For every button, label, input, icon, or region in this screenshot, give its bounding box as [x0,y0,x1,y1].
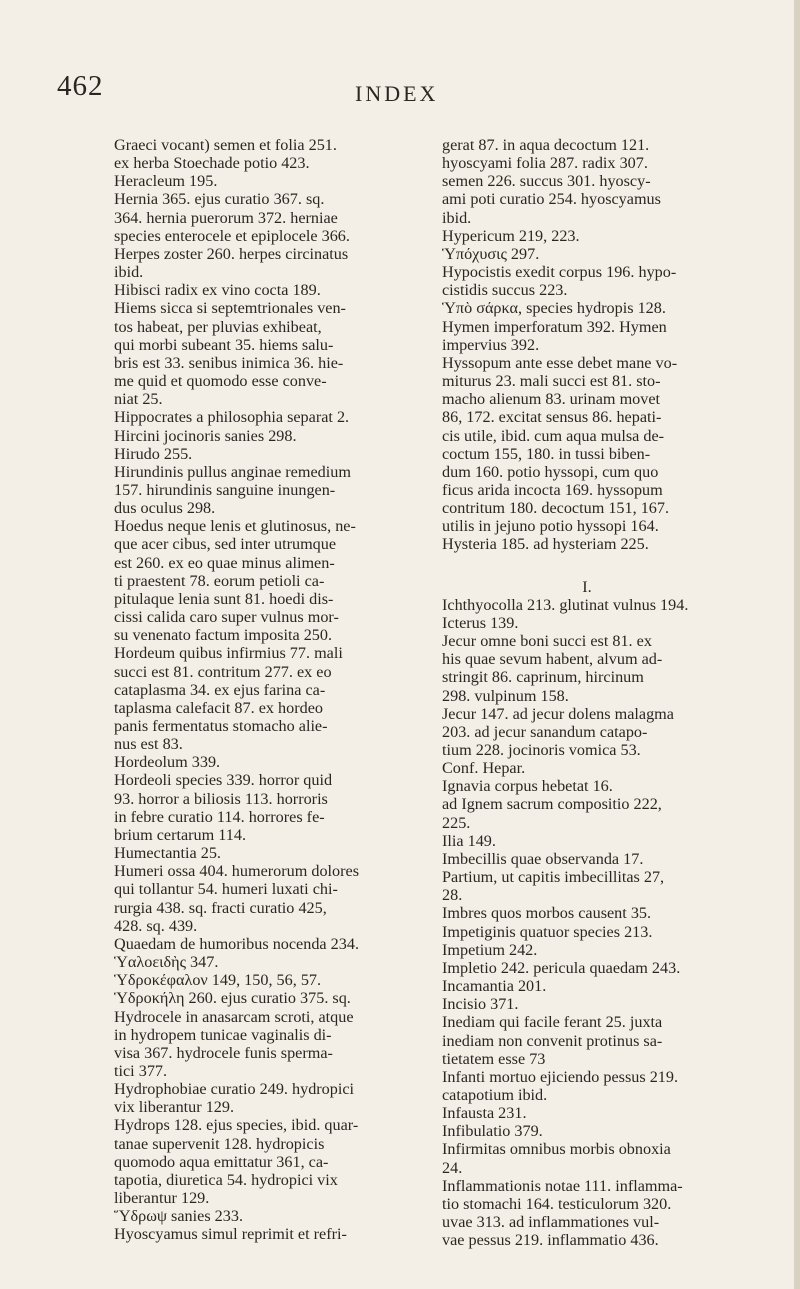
index-line: 93. horror a biliosis 113. horroris [114,789,328,808]
index-line: Hirundinis pullus anginae remedium [114,462,351,481]
index-line: 157. hirundinis sanguine inungen- [114,480,336,499]
index-line: tio stomachi 164. testiculorum 320. [442,1194,672,1213]
index-line: in febre curatio 114. horrores fe- [114,807,325,826]
index-line: Ignavia corpus hebetat 16. [442,777,613,796]
index-line: Impetiginis quatuor species 213. [442,922,653,941]
index-line: Graeci vocant) semen et folia 251. [114,136,337,154]
index-line: Jecur 147. ad jecur dolens malagma [442,704,674,723]
index-line: ficus arida incocta 169. hyssopum [442,480,663,499]
index-line: semen 226. succus 301. hyoscy- [442,172,651,191]
index-line: 86, 172. excitat sensus 86. hepati- [442,408,662,427]
index-line: Hysteria 185. ad hysteriam 225. [442,535,649,554]
index-line: Hydrophobiae curatio 249. hydropici [114,1080,355,1099]
index-line: macho alienum 83. urinam movet [442,390,661,409]
index-line: his quae sevum habent, alvum ad- [442,650,663,669]
index-line: Hirudo 255. [114,444,193,463]
index-line: Humeri ossa 404. humerorum dolores [114,862,360,881]
index-line: dus oculus 298. [114,499,216,518]
index-line: Hernia 365. ejus curatio 367. sq. [114,190,325,209]
index-line: Ὑαλοειδὴς 347. [114,953,219,972]
index-line: contritum 180. decoctum 151, 167. [442,499,670,518]
index-line: quomodo aqua emittatur 361, ca- [114,1152,329,1171]
index-line: tanae supervenit 128. hydropicis [114,1134,325,1153]
index-line: su venenato factum imposita 250. [114,626,333,645]
section-gap [442,554,732,578]
index-line: Hibisci radix ex vino cocta 189. [114,281,321,300]
index-line: Imbres quos morbos causent 35. [442,904,652,923]
index-line: Hordeum quibus infirmius 77. mali [114,644,343,663]
running-head: INDEX [355,81,439,106]
index-line: Hippocrates a philosophia separat 2. [114,408,350,427]
index-line: Ὑδροκέφαλον 149, 150, 56, 57. [114,971,322,990]
index-line: dum 160. potio hyssopi, cum quo [442,462,659,481]
index-line: miturus 23. mali succi est 81. sto- [442,372,661,391]
index-line: uvae 313. ad inflammationes vul- [442,1213,660,1232]
index-line: ibid. [442,208,472,227]
index-line: Heracleum 195. [114,172,218,191]
index-line: ibid. [114,263,144,282]
index-line: 203. ad jecur sanandum catapo- [442,722,648,741]
index-line: Hoedus neque lenis et glutinosus, ne- [114,517,356,536]
index-line: que acer cibus, sed inter utrumque [114,535,337,554]
index-line: Infanti mortuo ejiciendo pessus 219. [442,1067,679,1086]
index-line: Ὑπόχυσις 297. [442,244,540,263]
right-column [442,136,732,1249]
index-line: Infausta 231. [442,1104,527,1123]
index-line: 298. vulpinum 158. [442,686,569,705]
index-line: cis utile, ibid. cum aqua mulsa de- [442,426,665,445]
index-line: Quaedam de humoribus nocenda 234. [114,934,359,953]
index-line: tietatem esse 73 [442,1049,546,1068]
index-line: nus est 83. [114,735,183,754]
index-line: liberantur 129. [114,1189,210,1208]
right-column-bottom [442,596,732,1250]
index-line: inediam non convenit protinus sa- [442,1031,663,1050]
index-line: ad Ignem sacrum compositio 222, [442,795,662,814]
index-line: vae pessus 219. inflammatio 436. [442,1231,659,1250]
index-line: Impletio 242. pericula quaedam 243. [442,958,681,977]
index-line: Hordeolum 339. [114,753,221,772]
index-line: tium 228. jocinoris vomica 53. [442,741,641,759]
index-line: bris est 33. senibus inimica 36. hie- [114,353,344,372]
index-line: Inflammationis notae 111. inflamma- [442,1176,683,1195]
index-line: stringit 86. caprinum, hircinum [442,668,644,687]
section-letter: I. [582,577,592,596]
index-line: est 260. ex eo quae minus alimen- [114,553,335,572]
index-line: Ilia 149. [442,831,496,850]
index-line: Infibulatio 379. [442,1122,543,1141]
index-line: rurgia 438. sq. fracti curatio 425, [114,898,327,917]
left-column [114,136,394,1244]
page-number: 462 [57,70,104,102]
index-line: panis fermentatus stomacho alie- [114,717,328,735]
index-line: Ὑπὸ σάρκα, species hydropis 128. [442,299,666,318]
index-line: Humectantia 25. [114,844,221,863]
index-line: tapotia, diuretica 54. hydropici vix [114,1170,338,1189]
index-line: tici 377. [114,1061,168,1080]
index-line: succi est 81. contritum 277. ex eo [114,662,332,681]
index-line: Impetium 242. [442,940,538,959]
index-line: Ὑδροκήλη 260. ejus curatio 375. sq. [114,989,351,1008]
index-line: Incamantia 201. [442,977,547,996]
index-line: qui tollantur 54. humeri luxati chi- [114,880,338,899]
index-line: Hydrocele in anasarcam scroti, atque [114,1007,354,1026]
index-line: in hydropem tunicae vaginalis di- [114,1025,332,1044]
index-line: qui morbi subeant 35. hiems salu- [114,335,334,354]
index-line: impervius 392. [442,335,540,354]
index-line: Hordeoli species 339. horror quid [114,771,333,790]
index-line: Ὕδρωψ sanies 233. [114,1207,243,1226]
index-line: Jecur omne boni succi est 81. ex [442,632,652,651]
index-line: Ichthyocolla 213. glutinat vulnus 194. [442,595,689,614]
index-line: me quid et quomodo esse conve- [114,372,327,391]
index-line: 24. [442,1158,463,1177]
index-line: hyoscyami folia 287. radix 307. [442,154,648,173]
index-line: ti praestent 78. eorum petioli ca- [114,571,325,590]
index-line: cataplasma 34. ex ejus farina ca- [114,680,326,699]
index-line: Hydrops 128. ejus species, ibid. quar- [114,1116,359,1135]
index-line: Hyssopum ante esse debet mane vo- [442,353,678,372]
index-line: vix liberantur 129. [114,1098,235,1117]
index-line: Conf. Hepar. [442,759,526,778]
index-line: utilis in jejuno potio hyssopi 164. [442,517,659,536]
index-line: Inediam qui facile ferant 25. juxta [442,1013,663,1032]
index-line: Imbecillis quae observanda 17. [442,849,644,868]
index-line: Icterus 139. [442,613,519,632]
index-line: gerat 87. in aqua decoctum 121. [442,136,650,154]
index-line: visa 367. hydrocele funis sperma- [114,1043,333,1062]
index-line: species enterocele et epiplocele 366. [114,226,350,245]
index-line: 28. [442,886,463,905]
index-line: Hyoscyamus simul reprimit et refri- [114,1225,347,1244]
index-line: Infirmitas omnibus morbis obnoxia [442,1140,671,1159]
index-line: catapotium ibid. [442,1085,548,1104]
index-line: ami poti curatio 254. hyoscyamus [442,190,661,209]
index-line: cissi calida caro super vulnus mor- [114,608,339,627]
index-line: niat 25. [114,390,163,409]
index-line: coctum 155, 180. in tussi biben- [442,444,651,463]
index-line: 225. [442,813,471,832]
index-line: brium certarum 114. [114,825,247,844]
index-line: Hymen imperforatum 392. Hymen [442,317,667,336]
index-line: Incisio 371. [442,995,519,1014]
index-line: pitulaque lenia sunt 81. hoedi dis- [114,589,334,608]
page-edge [794,0,800,1289]
index-line: Hypericum 219, 223. [442,226,580,245]
index-line: ex herba Stoechade potio 423. [114,154,310,173]
index-line: 364. hernia puerorum 372. herniae [114,208,338,227]
index-line: cistidis succus 223. [442,281,568,300]
index-line: Hiems sicca si septemtrionales ven- [114,299,346,318]
index-line: Hypocistis exedit corpus 196. hypo- [442,263,677,282]
index-line: Hircini jocinoris sanies 298. [114,426,297,445]
index-line: Partium, ut capitis imbecillitas 27, [442,868,665,887]
index-line: taplasma calefacit 87. ex hordeo [114,698,323,717]
index-line: 428. sq. 439. [114,916,198,935]
index-line: Herpes zoster 260. herpes circinatus [114,244,349,263]
index-line: tos habeat, per pluvias exhibeat, [114,317,322,336]
right-column-top [442,136,732,554]
